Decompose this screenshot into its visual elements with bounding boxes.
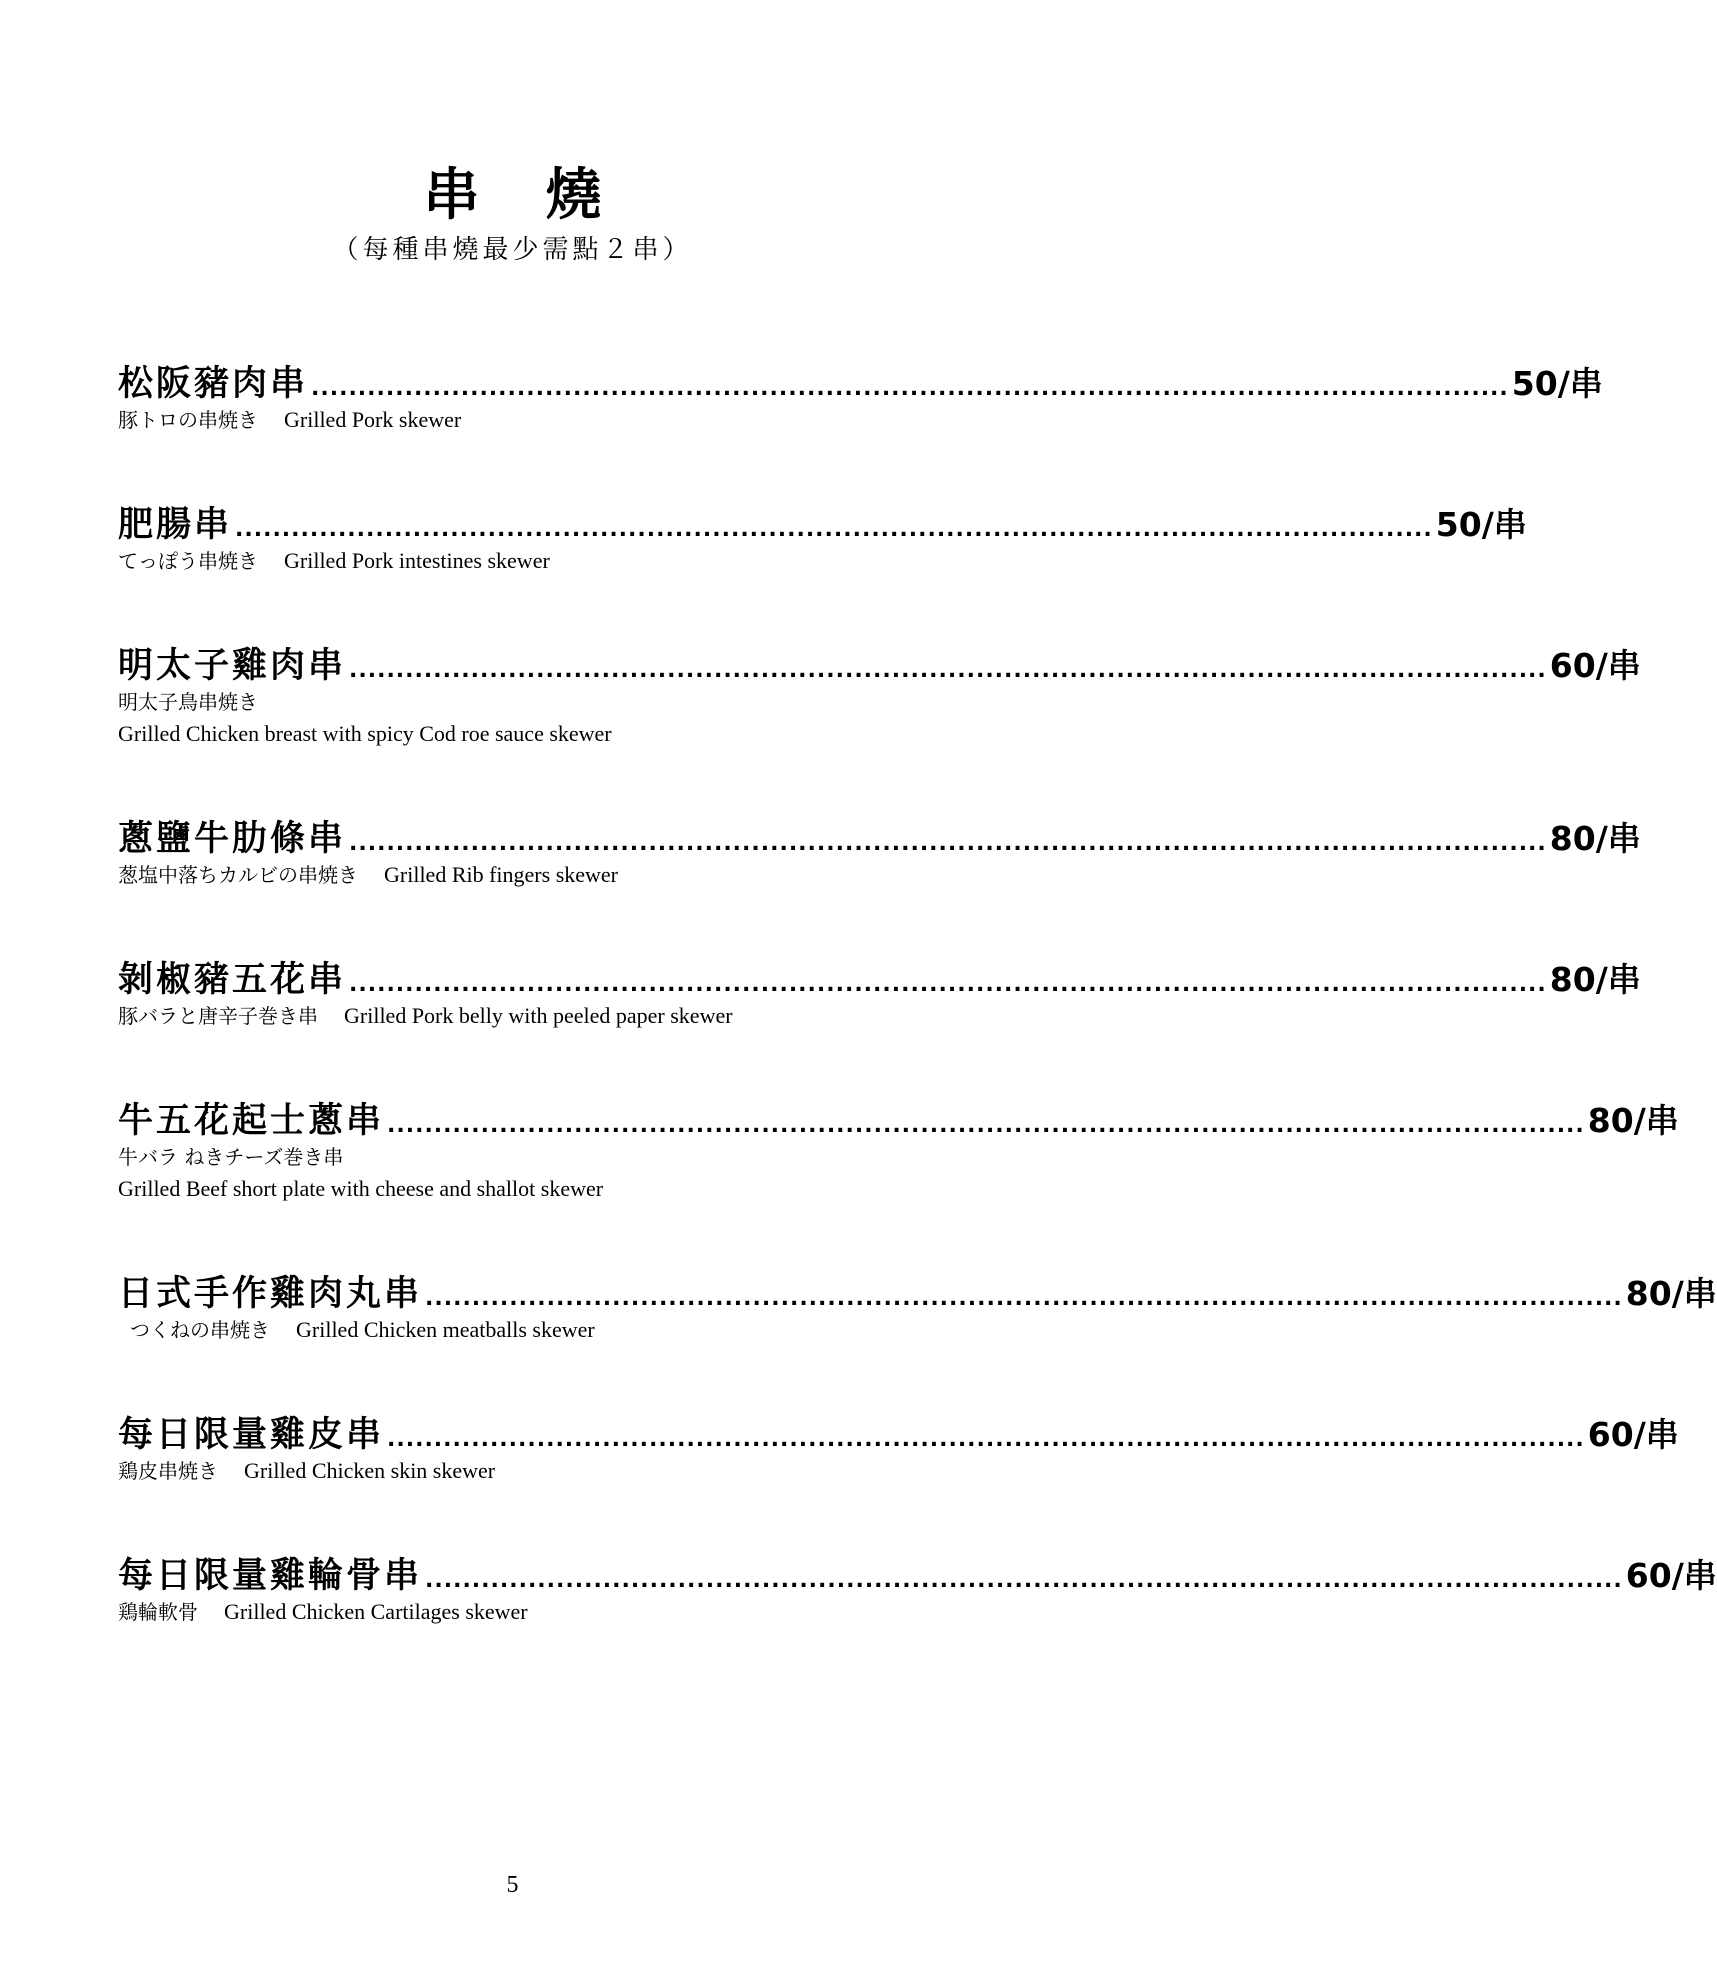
menu-item	[118, 952, 1641, 1032]
menu-item-desc-en: Grilled Chicken meatballs skewer	[296, 1317, 595, 1342]
menu-item-desc-en: Grilled Beef short plate with cheese and shallot skewer	[118, 1176, 604, 1201]
menu-item-price: 80/串	[1549, 819, 1641, 858]
menu-item	[118, 1093, 1679, 1205]
menu-item-description	[118, 404, 900, 436]
menu-item-price: 50/串	[1435, 505, 1527, 544]
menu-item-header	[118, 1407, 1679, 1455]
menu-item-price: 60/串	[1625, 1556, 1717, 1595]
menu-item-description	[118, 1455, 900, 1487]
menu-item-name: 松阪豬肉串	[118, 363, 309, 404]
page-number: 5	[506, 1872, 519, 1898]
menu-item-name: 每日限量雞輪骨串	[118, 1555, 423, 1596]
menu-item-price: 80/串	[1549, 960, 1641, 999]
menu-item	[118, 811, 1641, 891]
menu-item-header	[118, 1266, 1717, 1314]
menu-item-description	[118, 1596, 900, 1628]
menu-item	[118, 1266, 1717, 1346]
dot-leader: ................................................................................................................................	[387, 1113, 1585, 1138]
menu-item-description	[118, 859, 900, 891]
menu-item-desc-jp: 明太子鳥串焼き	[118, 690, 258, 714]
dot-leader: ................................................................................................................................	[349, 658, 1547, 683]
dot-leader: ................................................................................................................................	[387, 1427, 1585, 1452]
dot-leader: ................................................................................................................................	[349, 831, 1547, 856]
page-title: 串燒	[423, 162, 668, 228]
dot-leader: ................................................................................................................................	[425, 1568, 1623, 1593]
menu-item-name: 剝椒豬五花串	[118, 959, 347, 1000]
menu-item-name: 每日限量雞皮串	[118, 1414, 385, 1455]
menu-item	[118, 1407, 1679, 1487]
menu-item	[118, 638, 1641, 750]
menu-item-desc-en: Grilled Pork intestines skewer	[284, 548, 550, 573]
menu-item-desc-jp: てっぽう串焼き	[118, 549, 258, 573]
menu-item	[118, 497, 1527, 577]
dot-leader: ................................................................................................................................	[425, 1286, 1623, 1311]
menu-item-desc-jp: 豚トロの串焼き	[118, 408, 258, 432]
dot-leader: ................................................................................................................................	[235, 517, 1433, 542]
menu-item-price: 60/串	[1549, 646, 1641, 685]
page-subtitle: （每種串燒最少需點２串）	[332, 235, 693, 265]
menu-item-description	[118, 545, 900, 577]
menu-item-name: 肥腸串	[118, 504, 233, 545]
menu-item-desc-en: Grilled Pork belly with peeled paper skewer	[344, 1003, 733, 1028]
menu-item-name: 牛五花起士蔥串	[118, 1100, 385, 1141]
menu-item-price: 80/串	[1587, 1101, 1679, 1140]
menu-item-desc-jp: 鶏輪軟骨	[118, 1600, 198, 1624]
menu-item-desc-jp: 葱塩中落ちカルビの串焼き	[118, 863, 358, 887]
menu-item-description	[118, 686, 900, 750]
menu-item-desc-jp: つくねの串焼き	[130, 1318, 270, 1342]
menu-item-name: 明太子雞肉串	[118, 645, 347, 686]
menu-item-name: 日式手作雞肉丸串	[118, 1273, 423, 1314]
menu-item-header	[118, 356, 1603, 404]
menu-item-header	[118, 638, 1641, 686]
menu-item-desc-en: Grilled Chicken breast with spicy Cod roe sauce skewer	[118, 721, 612, 746]
menu-item-header	[118, 952, 1641, 1000]
menu-item	[118, 1548, 1717, 1628]
menu-item-description	[118, 1000, 900, 1032]
menu-item-desc-jp: 牛バラ ねきチーズ巻き串	[118, 1145, 344, 1169]
menu-item-header	[118, 1548, 1717, 1596]
menu-item-header	[118, 497, 1527, 545]
menu-item-price: 50/串	[1511, 364, 1603, 403]
menu-item-name: 蔥鹽牛肋條串	[118, 818, 347, 859]
menu-item	[118, 356, 1603, 436]
menu-item-desc-en: Grilled Rib fingers skewer	[384, 862, 618, 887]
menu-item-desc-en: Grilled Pork skewer	[284, 407, 462, 432]
menu-item-price: 80/串	[1625, 1274, 1717, 1313]
menu-item-header	[118, 1093, 1679, 1141]
menu-item-desc-jp: 鶏皮串焼き	[118, 1459, 218, 1483]
menu-item-price: 60/串	[1587, 1415, 1679, 1454]
menu-item-description	[118, 1141, 900, 1205]
dot-leader: ................................................................................................................................	[349, 972, 1547, 997]
menu-item-desc-en: Grilled Chicken Cartilages skewer	[224, 1599, 528, 1624]
menu-item-desc-jp: 豚バラと唐辛子巻き串	[118, 1004, 318, 1028]
menu-item-description	[118, 1314, 900, 1346]
dot-leader: ................................................................................................................................	[311, 376, 1509, 401]
menu-item-header	[118, 811, 1641, 859]
menu-item-desc-en: Grilled Chicken skin skewer	[244, 1458, 496, 1483]
